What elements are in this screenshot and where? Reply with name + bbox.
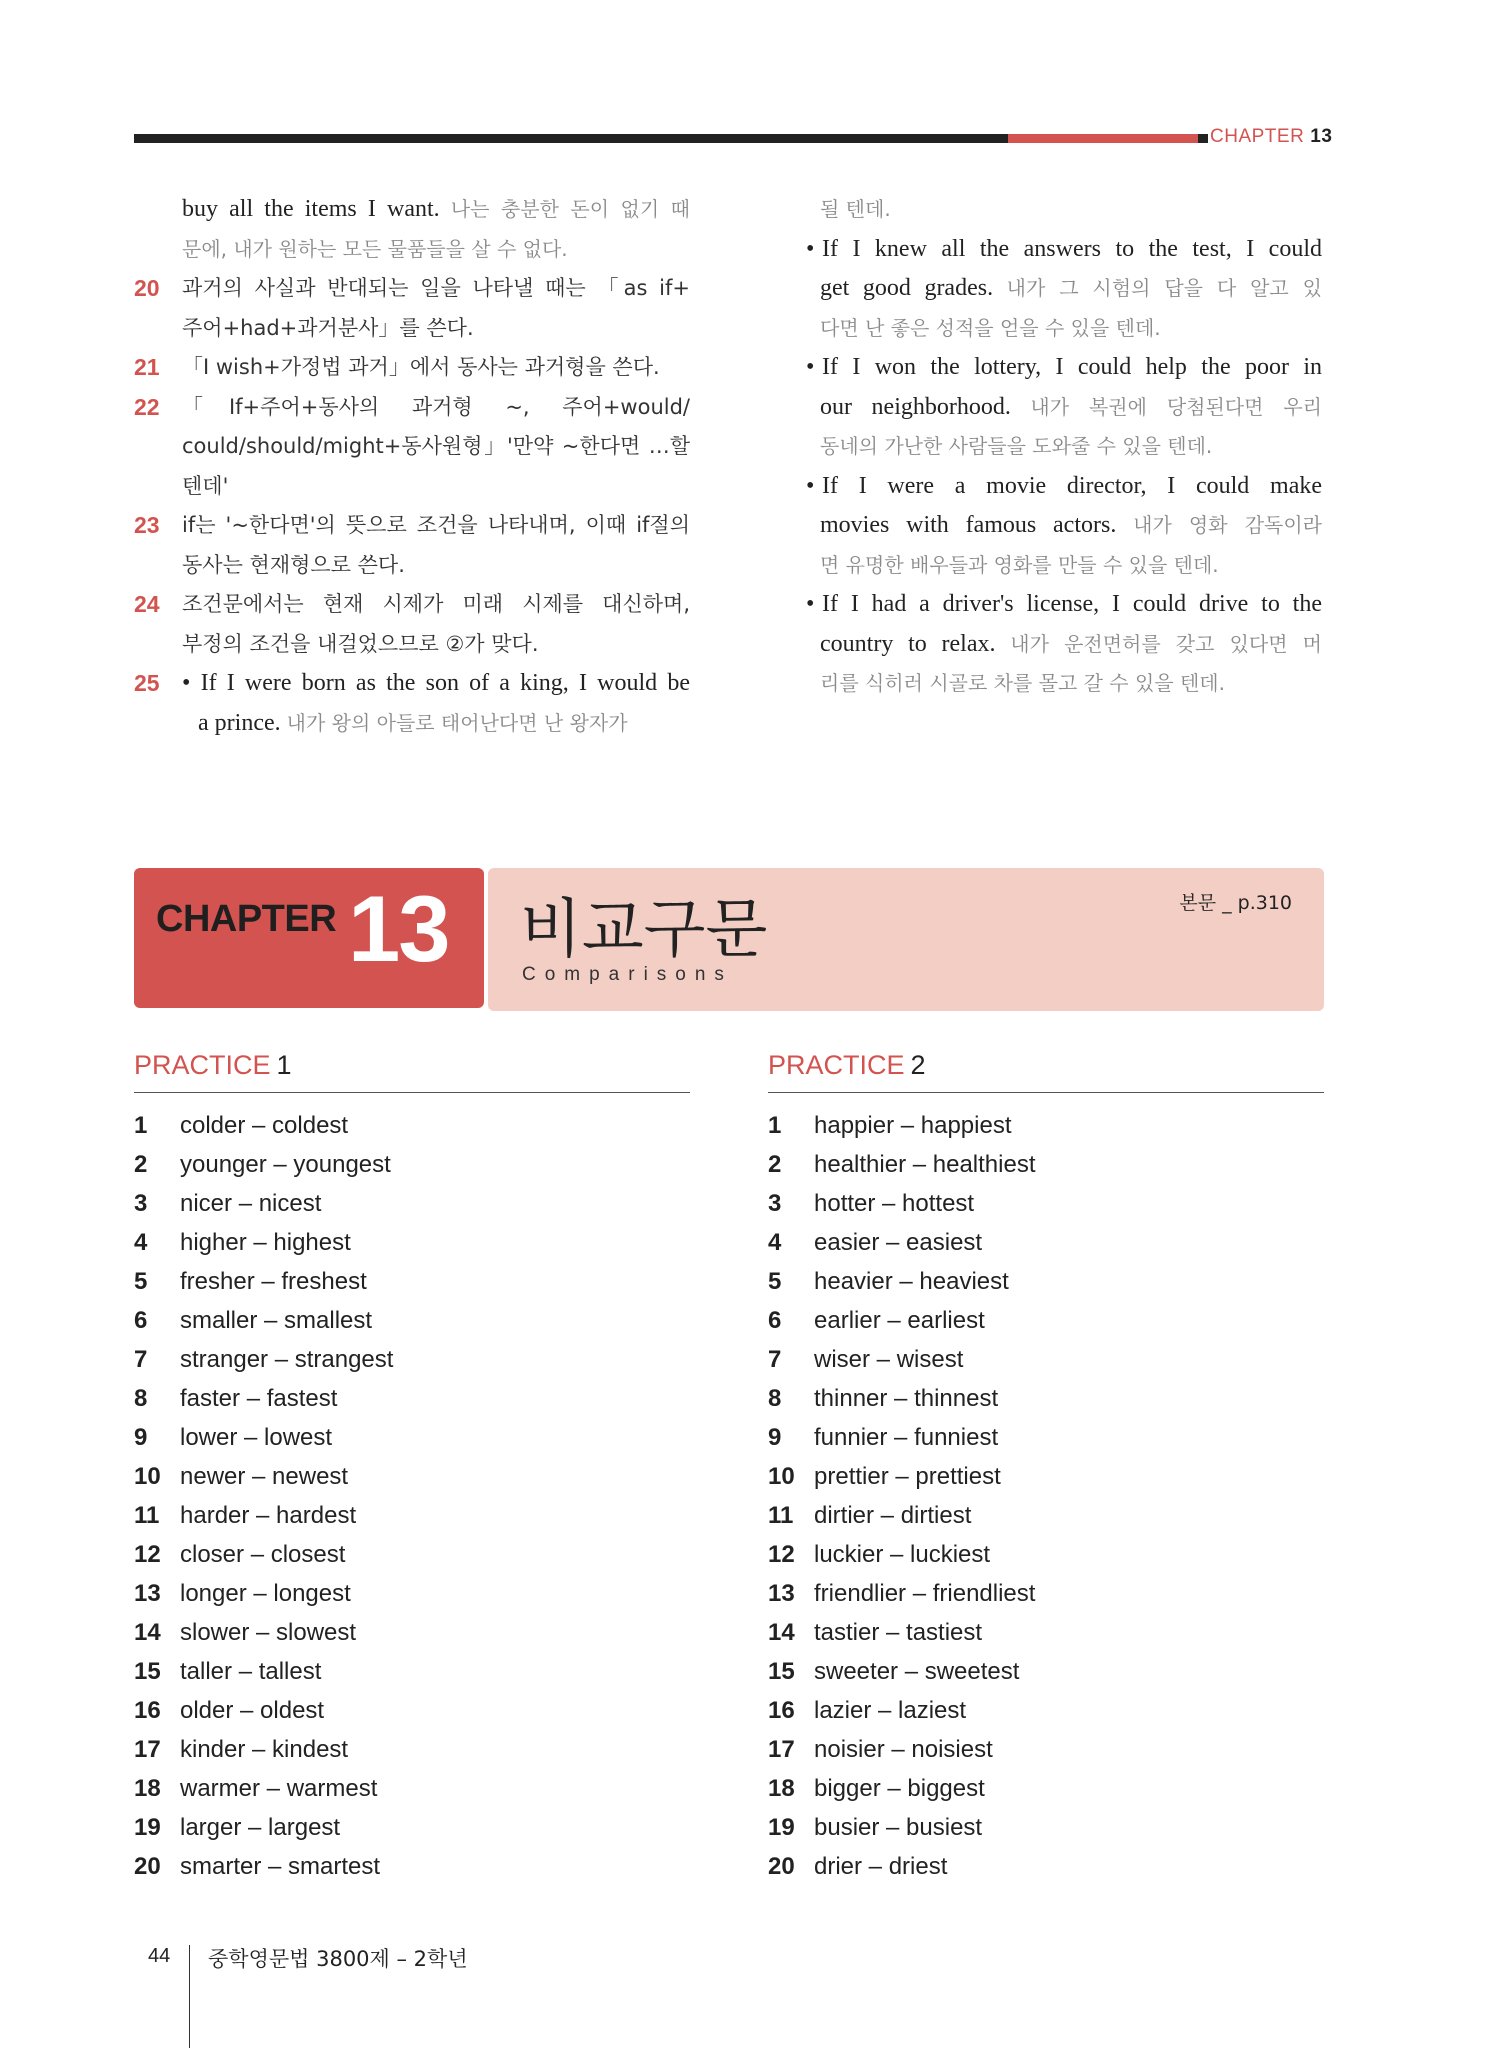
item-number: 13 xyxy=(134,1580,161,1607)
explanation-text: If I knew all the answers to the test, I could xyxy=(822,235,1322,262)
question-number: 25 xyxy=(134,670,160,696)
item-number: 1 xyxy=(768,1112,782,1139)
item-number: 16 xyxy=(768,1697,795,1724)
item-answer: drier – driest xyxy=(814,1853,948,1880)
explanation-line xyxy=(820,309,1322,349)
answer-explanations-left xyxy=(134,190,690,743)
chapter-subtitle: Comparisons xyxy=(522,964,733,985)
item-answer: longer – longest xyxy=(180,1580,351,1607)
item-number: 8 xyxy=(768,1385,782,1412)
explanation-text: movies with famous actors. xyxy=(820,512,1134,538)
item-number: 9 xyxy=(768,1424,782,1451)
bullet: • xyxy=(806,591,815,617)
explanation-line xyxy=(820,190,1322,230)
list-item xyxy=(768,1574,1324,1613)
translation-text: 내가 영화 감독이라 xyxy=(1133,513,1323,537)
item-answer: funnier – funniest xyxy=(814,1424,999,1451)
list-item xyxy=(134,1457,690,1496)
item-answer: thinner – thinnest xyxy=(814,1385,999,1412)
explanation-line xyxy=(182,704,690,744)
explanation-line xyxy=(134,348,690,388)
question-number: 22 xyxy=(134,393,160,420)
list-item xyxy=(134,1301,690,1340)
item-number: 17 xyxy=(134,1736,161,1763)
bullet: • xyxy=(806,354,815,380)
explanation-text: buy all the items I want. xyxy=(182,196,451,222)
item-number: 6 xyxy=(134,1307,148,1334)
item-answer: bigger – biggest xyxy=(814,1775,985,1802)
explanation-line xyxy=(806,230,1322,270)
explanation-line xyxy=(820,269,1322,309)
running-header-word: CHAPTER xyxy=(1210,126,1305,147)
item-answer: stranger – strangest xyxy=(180,1346,394,1373)
item-answer: heavier – heaviest xyxy=(814,1268,1009,1295)
item-number: 13 xyxy=(768,1580,795,1607)
explanation-line xyxy=(134,269,690,309)
translation-text: 다면 난 좋은 성적을 얻을 수 있을 텐데. xyxy=(820,315,1161,340)
item-answer: taller – tallest xyxy=(180,1658,322,1685)
item-number: 7 xyxy=(134,1346,148,1373)
list-item xyxy=(768,1535,1324,1574)
item-number: 11 xyxy=(134,1502,160,1529)
item-answer: busier – busiest xyxy=(814,1814,983,1841)
answer-explanations-right xyxy=(806,190,1323,704)
list-item xyxy=(134,1418,690,1457)
item-number: 11 xyxy=(768,1502,794,1529)
item-number: 7 xyxy=(768,1346,782,1373)
practice1-heading-number: 1 xyxy=(276,1050,292,1080)
list-item xyxy=(768,1613,1324,1652)
translation-text: 문에, 내가 원하는 모든 물품들을 살 수 없다. xyxy=(182,236,568,261)
practice2-rule xyxy=(768,1092,1324,1093)
list-item xyxy=(134,1496,690,1535)
explanation-text: country to relax. xyxy=(820,630,1011,657)
explanation-text: a prince. xyxy=(198,709,287,736)
item-number: 9 xyxy=(134,1424,148,1451)
item-number: 5 xyxy=(134,1268,148,1295)
translation-text: 내가 운전면허를 갖고 있다면 머 xyxy=(1010,631,1323,656)
chapter-badge xyxy=(134,868,484,1008)
list-item xyxy=(768,1808,1324,1847)
item-answer: nicer – nicest xyxy=(180,1190,322,1217)
explanation-line xyxy=(806,467,1322,507)
bullet: • xyxy=(806,472,815,499)
translation-text: 내가 그 시험의 답을 다 알고 있 xyxy=(1006,276,1322,300)
explanation-line xyxy=(134,506,690,546)
explanation-text: If I were a movie director, I could make xyxy=(822,472,1322,499)
list-item xyxy=(768,1145,1324,1184)
practice1-answer-list xyxy=(134,1106,690,1886)
item-number: 10 xyxy=(768,1463,795,1490)
item-number: 10 xyxy=(134,1463,161,1490)
explanation-line xyxy=(182,625,690,665)
explanation-line xyxy=(820,506,1322,546)
item-answer: colder – coldest xyxy=(180,1112,349,1139)
practice1-heading-word: PRACTICE xyxy=(134,1050,271,1080)
item-answer: kinder – kindest xyxy=(180,1736,349,1763)
translation-text: 나는 충분한 돈이 없기 때 xyxy=(450,197,690,221)
list-item xyxy=(768,1379,1324,1418)
explanation-line xyxy=(182,427,690,467)
explanation-line xyxy=(820,388,1322,428)
page-number: 44 xyxy=(148,1945,171,1967)
item-number: 12 xyxy=(768,1541,795,1568)
item-number: 20 xyxy=(768,1853,795,1880)
item-answer: smaller – smallest xyxy=(180,1307,373,1334)
explanation-text: 「If+주어+동사의 과거형 ~, 주어+would/ xyxy=(182,394,690,419)
question-number: 24 xyxy=(134,591,160,617)
item-number: 5 xyxy=(768,1268,782,1295)
explanation-text: 부정의 조건을 내걸었으므로 ②가 맞다. xyxy=(182,631,539,656)
item-answer: newer – newest xyxy=(180,1463,349,1490)
item-number: 15 xyxy=(768,1658,795,1685)
explanation-line xyxy=(134,664,690,704)
list-item xyxy=(768,1769,1324,1808)
list-item xyxy=(768,1262,1324,1301)
item-answer: smarter – smartest xyxy=(180,1853,381,1880)
chapter-label: CHAPTER xyxy=(156,898,337,940)
item-number: 14 xyxy=(768,1619,795,1646)
explanation-line xyxy=(182,230,690,270)
explanation-line xyxy=(182,546,690,586)
item-number: 8 xyxy=(134,1385,148,1412)
explanation-line xyxy=(134,585,690,625)
list-item xyxy=(134,1184,690,1223)
explanation-line xyxy=(182,190,690,230)
list-item xyxy=(134,1106,690,1145)
item-answer: harder – hardest xyxy=(180,1502,357,1529)
list-item xyxy=(134,1769,690,1808)
item-number: 16 xyxy=(134,1697,161,1724)
translation-text: 리를 식히러 시골로 차를 몰고 갈 수 있을 텐데. xyxy=(820,671,1225,695)
item-number: 14 xyxy=(134,1619,161,1646)
practice1-rule xyxy=(134,1092,690,1093)
item-number: 18 xyxy=(768,1775,795,1802)
list-item xyxy=(134,1574,690,1613)
practice2-answer-list xyxy=(768,1106,1324,1886)
explanation-line xyxy=(806,348,1322,388)
running-header-number: 13 xyxy=(1310,126,1333,147)
list-item xyxy=(134,1652,690,1691)
item-number: 2 xyxy=(768,1151,782,1178)
item-number: 4 xyxy=(134,1229,148,1256)
list-item xyxy=(134,1340,690,1379)
list-item xyxy=(134,1262,690,1301)
explanation-text: our neighborhood. xyxy=(820,393,1031,420)
question-number: 20 xyxy=(134,275,160,301)
explanation-line xyxy=(806,585,1322,625)
explanation-text: get good grades. xyxy=(820,275,1007,301)
translation-text: 면 유명한 배우들과 영화를 만들 수 있을 텐데. xyxy=(820,552,1219,577)
list-item xyxy=(768,1847,1324,1886)
item-number: 15 xyxy=(134,1658,161,1685)
explanation-line xyxy=(134,388,690,428)
list-item xyxy=(768,1223,1324,1262)
bullet: • xyxy=(806,235,815,262)
explanation-text: If I won the lottery, I could help the poor in xyxy=(822,354,1322,380)
question-number: 23 xyxy=(134,512,160,538)
list-item xyxy=(768,1652,1324,1691)
item-answer: lower – lowest xyxy=(180,1424,333,1451)
list-item xyxy=(768,1106,1324,1145)
item-answer: wiser – wisest xyxy=(814,1346,964,1373)
practice2-heading-number: 2 xyxy=(910,1050,926,1080)
item-answer: faster – fastest xyxy=(180,1385,338,1412)
item-answer: closer – closest xyxy=(180,1541,346,1568)
list-item xyxy=(134,1223,690,1262)
item-answer: older – oldest xyxy=(180,1697,325,1724)
item-answer: easier – easiest xyxy=(814,1229,983,1256)
explanation-line xyxy=(182,309,690,349)
explanation-text: If I had a driver's license, I could drive to the xyxy=(822,591,1322,617)
explanation-line xyxy=(820,664,1322,704)
item-answer: slower – slowest xyxy=(180,1619,357,1646)
explanation-text: 「I wish+가정법 과거」에서 동사는 과거형을 쓴다. xyxy=(182,355,660,379)
item-answer: dirtier – dirtiest xyxy=(814,1502,972,1529)
item-number: 18 xyxy=(134,1775,161,1802)
chapter-title: 비교구문 xyxy=(520,893,768,967)
item-number: 17 xyxy=(768,1736,795,1763)
textbook-page-reference: 본문 _ p.310 xyxy=(1179,892,1292,914)
list-item xyxy=(768,1496,1324,1535)
list-item xyxy=(134,1379,690,1418)
book-title: 중학영문법 3800제 – 2학년 xyxy=(208,1947,468,1971)
item-answer: warmer – warmest xyxy=(180,1775,378,1802)
item-answer: healthier – healthiest xyxy=(814,1151,1036,1178)
practice1-heading xyxy=(134,1050,292,1081)
item-answer: younger – youngest xyxy=(180,1151,391,1178)
translation-text: 될 텐데. xyxy=(820,197,891,221)
explanation-line xyxy=(820,427,1322,467)
explanation-text: 텐데' xyxy=(182,473,229,498)
item-number: 2 xyxy=(134,1151,148,1178)
explanation-text: • If I were born as the son of a king, I would be xyxy=(182,670,690,696)
list-item xyxy=(768,1340,1324,1379)
practice2-heading xyxy=(768,1050,926,1081)
list-item xyxy=(768,1301,1324,1340)
explanation-text: if는 '~한다면'의 뜻으로 조건을 나타내며, 이때 if절의 xyxy=(182,513,690,537)
item-number: 19 xyxy=(768,1814,795,1841)
explanation-line xyxy=(182,467,690,507)
list-item xyxy=(134,1808,690,1847)
header-rule-accent xyxy=(1008,134,1198,143)
list-item xyxy=(768,1730,1324,1769)
item-number: 20 xyxy=(134,1853,161,1880)
item-number: 4 xyxy=(768,1229,782,1256)
item-answer: happier – happiest xyxy=(814,1112,1012,1139)
question-number: 21 xyxy=(134,354,160,380)
item-answer: earlier – earliest xyxy=(814,1307,985,1334)
chapter-title-panel xyxy=(488,868,1324,1011)
item-answer: prettier – prettiest xyxy=(814,1463,1001,1490)
item-answer: larger – largest xyxy=(180,1814,341,1841)
list-item xyxy=(134,1613,690,1652)
explanation-text: 과거의 사실과 반대되는 일을 나타낼 때는 「as if+ xyxy=(182,276,690,300)
chapter-number: 13 xyxy=(348,876,449,981)
practice2-heading-word: PRACTICE xyxy=(768,1050,905,1080)
explanation-text: 동사는 현재형으로 쓴다. xyxy=(182,552,405,577)
list-item xyxy=(768,1691,1324,1730)
list-item xyxy=(768,1457,1324,1496)
explanation-text: 조건문에서는 현재 시제가 미래 시제를 대신하며, xyxy=(182,592,690,616)
item-number: 3 xyxy=(768,1190,782,1217)
item-answer: friendlier – friendliest xyxy=(814,1580,1036,1607)
explanation-line xyxy=(820,625,1322,665)
explanation-line xyxy=(820,546,1322,586)
running-header xyxy=(1210,126,1332,148)
translation-text: 내가 왕의 아들로 태어난다면 난 왕자가 xyxy=(286,710,628,735)
item-answer: fresher – freshest xyxy=(180,1268,367,1295)
footer-divider xyxy=(189,1945,190,2048)
list-item xyxy=(134,1847,690,1886)
item-answer: noisier – noisiest xyxy=(814,1736,993,1763)
item-number: 12 xyxy=(134,1541,161,1568)
item-number: 19 xyxy=(134,1814,161,1841)
explanation-text: could/should/might+동사원형」'만약 ~한다면 …할 xyxy=(182,434,690,458)
list-item xyxy=(134,1535,690,1574)
list-item xyxy=(134,1691,690,1730)
item-number: 3 xyxy=(134,1190,148,1217)
list-item xyxy=(134,1730,690,1769)
item-number: 1 xyxy=(134,1112,148,1139)
translation-text: 동네의 가난한 사람들을 도와줄 수 있을 텐데. xyxy=(820,434,1213,458)
item-answer: hotter – hottest xyxy=(814,1190,975,1217)
explanation-text: 주어+had+과거분사」를 쓴다. xyxy=(182,315,474,340)
list-item xyxy=(134,1145,690,1184)
item-answer: tastier – tastiest xyxy=(814,1619,983,1646)
translation-text: 내가 복권에 당첨된다면 우리 xyxy=(1030,394,1322,419)
item-number: 6 xyxy=(768,1307,782,1334)
item-answer: sweeter – sweetest xyxy=(814,1658,1020,1685)
list-item xyxy=(768,1418,1324,1457)
list-item xyxy=(768,1184,1324,1223)
item-answer: lazier – laziest xyxy=(814,1697,967,1724)
item-answer: higher – highest xyxy=(180,1229,351,1256)
item-answer: luckier – luckiest xyxy=(814,1541,991,1568)
